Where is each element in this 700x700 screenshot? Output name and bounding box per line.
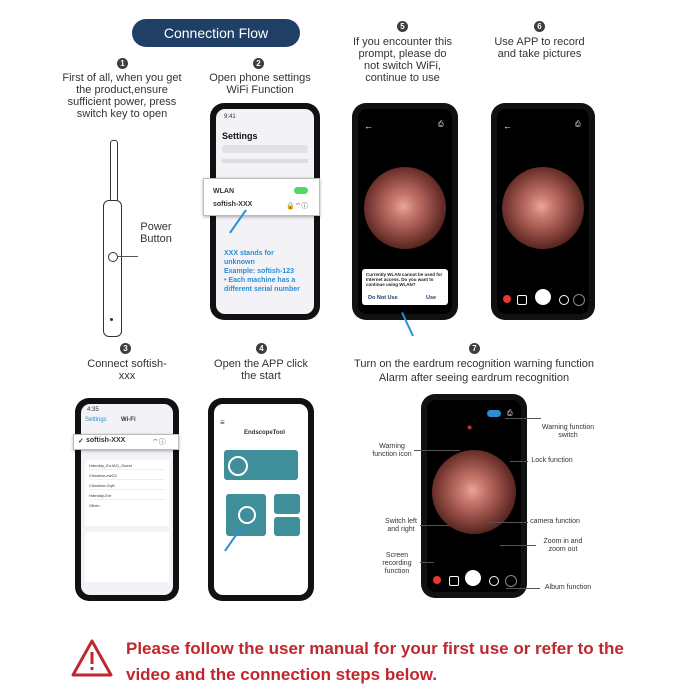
step-7-caption-1: Turn on the eardrum recognition warning function xyxy=(354,358,594,370)
lock-icon-6[interactable]: ⎙ xyxy=(575,121,581,128)
back-arrow-icon[interactable]: ← xyxy=(364,121,373,131)
wlan-toggle[interactable] xyxy=(294,187,308,194)
phone-app xyxy=(208,398,314,601)
zoom-icon-7[interactable] xyxy=(489,576,499,586)
use-button[interactable]: Use xyxy=(426,295,437,301)
eardrum-image-6 xyxy=(502,167,584,249)
step-2-caption: Open phone settings WiFi Function xyxy=(209,72,311,96)
callout-record: Screen recording function xyxy=(382,552,412,575)
otoscope-device xyxy=(103,140,123,335)
record-icon[interactable] xyxy=(503,295,511,303)
wifi-info-icon: ⌔ⓘ xyxy=(152,439,166,446)
menu-icon[interactable]: ≡ xyxy=(220,418,225,427)
eardrum-image xyxy=(364,167,446,249)
step-3-caption: Connect softish-xxx xyxy=(87,358,167,382)
settings-title: Settings xyxy=(222,131,258,141)
do-not-use-button[interactable]: Do Not Use xyxy=(368,295,398,301)
callout-lock: Lock function xyxy=(531,457,573,464)
app-title: EndscopeTool xyxy=(244,430,285,436)
callout-warning-switch: Warning function switch xyxy=(541,424,595,439)
phone-prompt xyxy=(352,103,458,320)
step-6-number: 6 xyxy=(534,21,545,32)
photo-tile[interactable] xyxy=(274,494,300,514)
album-icon-7[interactable] xyxy=(505,575,517,587)
step-1-number: 1 xyxy=(117,58,128,69)
switch-icon-7[interactable] xyxy=(449,576,459,586)
note-line-1: XXX stands for unknown xyxy=(224,250,274,266)
start-button[interactable] xyxy=(226,494,266,536)
phone-settings: 9:41 Settings XXX stands for unknown Example: softish-123 • Each machine has a different serial number xyxy=(210,103,320,320)
phone-camera xyxy=(491,103,595,320)
callout-zoom: Zoom in and zoom out xyxy=(543,538,583,553)
warning-triangle-icon xyxy=(70,638,114,678)
note-line-3: • Each machine has a xyxy=(224,277,296,284)
step-7-number: 7 xyxy=(469,343,480,354)
phone-wifi: 4:35 Settings Wi-Fi Hdmddy_EnJAO_Guest Chinafun-ewG2 Chinafun-Gqf1 Hdmddy-Enr Other... xyxy=(75,398,179,601)
step-7-caption-2: Alarm after seeing eardrum recognition xyxy=(378,372,570,384)
record-icon-7[interactable] xyxy=(433,576,441,584)
wifi-icon: 🔒⌔ⓘ xyxy=(286,203,309,210)
note-line-2: Example: softish-123 xyxy=(224,268,295,275)
settings-back-link[interactable]: Settings xyxy=(85,417,107,423)
step-4-caption: Open the APP click the start xyxy=(214,358,308,382)
search-bar xyxy=(222,145,308,153)
camera-button[interactable] xyxy=(535,289,551,305)
wlan-panel xyxy=(203,178,320,216)
callout-album: Album function xyxy=(544,584,592,591)
footer-warning-text: Please follow the user manual for your first use or refer to the video and the connection steps below. xyxy=(126,639,624,684)
power-button-icon xyxy=(108,252,118,262)
phone-recognition xyxy=(421,394,527,598)
callout-switch-lr: Switch left and right xyxy=(385,518,417,533)
camera-button-7[interactable] xyxy=(465,570,481,586)
callout-warning-icon: Warning function icon xyxy=(372,443,412,458)
step-6-caption: Use APP to record and take pictures xyxy=(494,36,585,60)
back-arrow-icon-6[interactable]: ← xyxy=(503,121,512,131)
wifi-title: Wi-Fi xyxy=(121,417,136,423)
callout-camera: camera function xyxy=(530,518,580,525)
note-line-4: different serial number xyxy=(224,286,300,293)
warning-switch[interactable] xyxy=(487,410,501,417)
connection-flow-title: Connection Flow xyxy=(132,19,300,47)
step-5-number: 5 xyxy=(397,21,408,32)
album-icon[interactable] xyxy=(573,294,585,306)
zoom-icon[interactable] xyxy=(559,295,569,305)
step-5-caption: If you encounter this prompt, please do not switch WiFi, continue to use xyxy=(352,36,453,84)
connected-ssid: softish-XXX xyxy=(86,437,126,444)
step-3-number: 3 xyxy=(120,343,131,354)
step-2-number: 2 xyxy=(253,58,264,69)
lock-icon[interactable]: ⎙ xyxy=(438,121,444,128)
wlan-ssid[interactable]: softish-XXX xyxy=(213,201,253,208)
wlan-prompt-text: Currently WLAN cannot be used for Internet access. Do you want to continue using WLAN? xyxy=(366,272,443,287)
step-4-number: 4 xyxy=(256,343,267,354)
settings-tile[interactable] xyxy=(274,517,300,536)
connected-ssid-row[interactable]: ✓ softish-XXX ⌔ⓘ xyxy=(73,434,179,450)
power-button-label: Power Button xyxy=(140,221,172,245)
wlan-label: WLAN xyxy=(213,188,234,195)
lock-icon-7[interactable]: ⎙ xyxy=(507,410,513,417)
device-card[interactable] xyxy=(224,450,298,480)
step-1-caption: First of all, when you get the product,ensure sufficient power, press switch key to open xyxy=(62,72,182,120)
warning-icon: ◉ xyxy=(467,425,473,431)
switch-icon[interactable] xyxy=(517,295,527,305)
